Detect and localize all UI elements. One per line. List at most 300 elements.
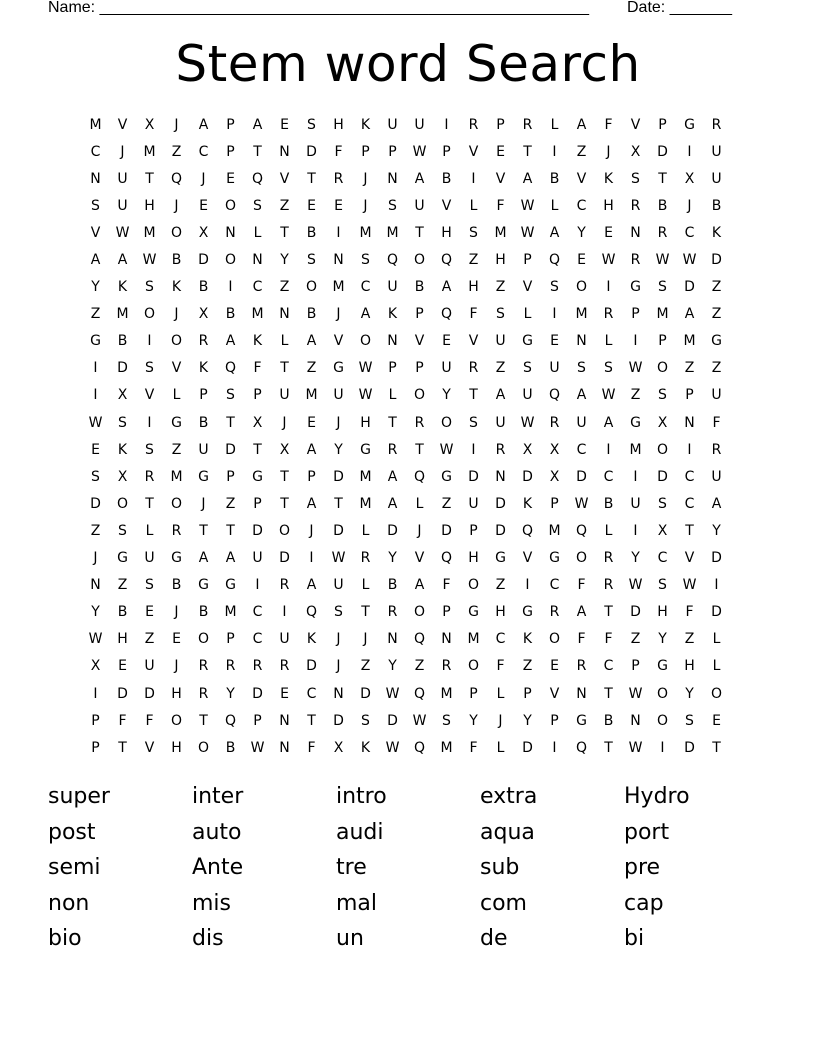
grid-letter: F [118,712,127,729]
grid-letter: E [91,441,100,458]
grid-letter: P [523,252,532,269]
grid-letter: P [442,604,451,621]
word-list-item: mis [192,890,232,916]
grid-letter: I [687,143,692,160]
word-list-item: dis [192,926,224,951]
grid-letter: S [658,387,667,404]
grid-letter: P [523,685,532,702]
grid-letter: J [93,550,98,567]
grid-letter: J [174,116,179,133]
grid-letter: T [334,495,343,512]
grid-letter: H [171,739,182,756]
grid-letter: D [522,468,533,485]
grid-letter: H [117,631,128,648]
grid-letter: M [305,387,318,404]
grid-letter: E [280,685,289,702]
grid-letter: Q [251,170,264,187]
grid-letter: R [225,658,236,675]
grid-letter: C [684,468,695,485]
grid-letter: D [360,685,371,702]
grid-letter: L [496,685,505,702]
grid-letter: R [630,252,641,269]
grid-letter: K [522,495,533,512]
grid-letter: G [711,333,722,350]
grid-letter: H [144,197,155,214]
word-list-item: super [48,784,110,809]
grid-letter: Z [711,306,722,323]
grid-letter: D [495,495,506,512]
grid-letter: C [603,658,614,675]
grid-letter: D [117,360,128,377]
grid-letter: M [251,306,264,323]
grid-letter: K [117,441,128,458]
grid-letter: V [549,685,560,702]
grid-letter: S [658,495,667,512]
grid-letter: W [655,252,670,269]
header-line [48,0,748,20]
grid-letter: U [441,360,452,377]
grid-letter: T [658,170,667,187]
grid-letter: J [282,414,287,431]
grid-letter: U [252,550,263,567]
grid-letter: I [633,522,638,539]
grid-letter: N [630,712,641,729]
grid-letter: I [471,170,476,187]
grid-letter: I [147,414,152,431]
grid-letter: H [468,550,479,567]
grid-letter: L [712,631,721,648]
grid-letter: Z [90,522,101,539]
grid-letter: Z [306,360,317,377]
grid-letter: W [385,685,400,702]
grid-letter: S [118,522,127,539]
grid-letter: B [306,306,317,323]
word-list-item: Ante [192,855,244,880]
grid-letter: J [336,306,341,323]
grid-letter: P [253,387,262,404]
grid-letter: A [198,550,209,567]
grid-letter: V [522,550,533,567]
grid-letter: R [468,360,479,377]
grid-letter: A [603,414,614,431]
grid-letter: O [305,279,318,296]
grid-letter: N [90,577,101,594]
grid-letter: J [336,414,341,431]
grid-letter: O [575,279,588,296]
word-list-item: bio [48,926,82,951]
grid-letter: O [413,604,426,621]
grid-letter: X [144,116,155,133]
grid-letter: R [549,414,560,431]
grid-letter: Q [440,550,453,567]
grid-letter: B [657,197,668,214]
grid-letter: Q [386,252,399,269]
grid-letter: A [414,170,425,187]
grid-letter: D [711,604,722,621]
grid-letter: M [224,604,237,621]
grid-letter: E [118,658,127,675]
grid-letter: Y [469,712,478,729]
grid-letter: S [253,197,262,214]
grid-letter: P [91,712,100,729]
grid-letter: S [145,577,154,594]
grid-letter: Q [440,252,453,269]
grid-letter: Q [224,360,237,377]
grid-letter: W [520,414,535,431]
grid-letter: A [549,224,560,241]
grid-letter: I [336,224,341,241]
grid-letter: O [656,685,669,702]
grid-letter: V [468,143,479,160]
grid-letter: O [116,495,129,512]
grid-letter: R [279,577,290,594]
grid-letter: L [712,658,721,675]
grid-letter: Y [226,685,235,702]
grid-letter: P [415,306,424,323]
grid-letter: R [387,441,398,458]
grid-letter: F [712,414,721,431]
grid-letter: W [412,143,427,160]
grid-letter: T [253,143,262,160]
grid-letter: T [253,441,262,458]
grid-letter: T [226,414,235,431]
grid-letter: M [143,224,156,241]
grid-letter: A [495,387,506,404]
grid-letter: E [712,712,721,729]
grid-letter: J [309,522,314,539]
grid-letter: C [90,143,101,160]
grid-letter: P [442,143,451,160]
grid-letter: Z [522,658,533,675]
grid-letter: W [88,631,103,648]
grid-letter: D [225,441,236,458]
word-list-item: tre [336,855,367,880]
word-list-item: com [480,890,527,916]
word-list-item: audi [336,819,384,845]
grid-letter: W [88,414,103,431]
word-list-item: aqua [480,819,535,845]
grid-letter: T [280,224,289,241]
grid-letter: I [687,441,692,458]
grid-letter: Q [521,522,534,539]
grid-letter: R [576,658,587,675]
grid-letter: S [91,468,100,485]
grid-letter: S [307,116,316,133]
grid-letter: G [171,550,182,567]
grid-letter: W [142,252,157,269]
grid-letter: J [363,197,368,214]
grid-letter: Z [630,387,641,404]
grid-letter: Z [684,360,695,377]
word-list-item: port [624,819,670,845]
grid-letter: X [549,441,560,458]
grid-letter: B [117,604,128,621]
grid-letter: Y [334,441,343,458]
word-list-item: sub [480,855,520,880]
grid-letter: S [469,414,478,431]
grid-letter: K [171,279,182,296]
word-list-item: auto [192,819,242,845]
grid-letter: W [358,360,373,377]
grid-letter: B [414,279,425,296]
grid-letter: T [604,685,613,702]
grid-letter: S [523,360,532,377]
grid-letter: E [199,197,208,214]
grid-letter: J [336,658,341,675]
grid-letter: G [522,604,533,621]
grid-letter: G [468,604,479,621]
grid-letter: X [549,468,560,485]
grid-letter: C [495,631,506,648]
grid-letter: W [682,577,697,594]
grid-letter: Z [684,631,695,648]
grid-letter: I [552,143,557,160]
grid-letter: V [171,360,182,377]
grid-letter: F [685,604,694,621]
grid-letter: C [549,577,560,594]
grid-letter: S [685,712,694,729]
grid-letter: O [197,631,210,648]
grid-letter: H [333,116,344,133]
grid-letter: D [657,143,668,160]
grid-letter: F [145,712,154,729]
grid-letter: F [442,577,451,594]
grid-letter: O [440,414,453,431]
grid-letter: I [606,441,611,458]
grid-letter: S [550,279,559,296]
grid-letter: M [332,279,345,296]
grid-letter: P [469,522,478,539]
grid-letter: T [604,739,613,756]
grid-letter: Q [305,604,318,621]
grid-letter: H [603,197,614,214]
grid-letter: B [441,170,452,187]
grid-letter: Z [171,143,182,160]
grid-letter: U [495,414,506,431]
grid-letter: U [468,495,479,512]
grid-letter: T [307,170,316,187]
grid-letter: A [387,495,398,512]
grid-letter: O [413,387,426,404]
grid-letter: U [117,170,128,187]
grid-letter: Z [279,197,290,214]
grid-letter: E [145,604,154,621]
grid-letter: V [495,170,506,187]
grid-letter: O [170,495,183,512]
grid-letter: Q [224,712,237,729]
grid-letter: J [606,143,611,160]
grid-letter: V [414,550,425,567]
grid-letter: U [144,550,155,567]
grid-letter: Z [414,658,425,675]
grid-letter: O [710,685,723,702]
grid-letter: A [225,550,236,567]
grid-letter: R [171,522,182,539]
grid-letter: P [469,685,478,702]
grid-letter: P [631,658,640,675]
grid-letter: Y [442,387,451,404]
grid-letter: Z [441,495,452,512]
grid-letter: J [174,197,179,214]
grid-letter: N [333,685,344,702]
grid-letter: L [550,197,559,214]
letter-grid [82,111,730,761]
grid-letter: G [495,550,506,567]
grid-letter: M [359,224,372,241]
grid-letter: K [522,631,533,648]
grid-letter: A [198,116,209,133]
grid-letter: P [550,495,559,512]
grid-letter: O [143,306,156,323]
grid-letter: A [576,387,587,404]
grid-letter: P [307,468,316,485]
grid-letter: G [630,279,641,296]
grid-letter: R [360,550,371,567]
grid-letter: T [199,522,208,539]
grid-letter: U [279,631,290,648]
grid-letter: Q [413,631,426,648]
grid-letter: R [279,658,290,675]
grid-letter: O [656,441,669,458]
grid-letter: D [198,252,209,269]
grid-letter: U [333,387,344,404]
grid-letter: I [552,739,557,756]
grid-letter: C [657,550,668,567]
grid-letter: T [145,495,154,512]
grid-letter: P [226,116,235,133]
grid-letter: D [387,522,398,539]
grid-letter: I [228,279,233,296]
grid-letter: M [440,685,453,702]
grid-letter: X [117,387,128,404]
grid-letter: D [657,468,668,485]
grid-letter: K [360,116,371,133]
grid-letter: D [711,252,722,269]
grid-letter: G [630,414,641,431]
grid-letter: S [631,170,640,187]
grid-letter: M [386,224,399,241]
grid-letter: T [280,468,289,485]
grid-letter: P [253,495,262,512]
grid-letter: Y [91,279,100,296]
grid-letter: D [441,522,452,539]
grid-letter: T [280,360,289,377]
grid-letter: T [118,739,127,756]
grid-letter: W [682,252,697,269]
grid-letter: M [656,306,669,323]
grid-letter: U [522,387,533,404]
grid-letter: W [520,197,535,214]
grid-letter: I [93,685,98,702]
grid-letter: G [117,550,128,567]
grid-letter: F [604,116,613,133]
grid-letter: S [604,360,613,377]
grid-letter: U [711,143,722,160]
grid-letter: Z [171,441,182,458]
grid-letter: A [252,116,263,133]
grid-letter: G [684,116,695,133]
grid-letter: R [549,604,560,621]
grid-letter: W [439,441,454,458]
grid-letter: O [170,224,183,241]
grid-letter: N [387,333,398,350]
grid-letter: X [333,739,344,756]
grid-letter: J [174,306,179,323]
grid-letter: U [144,658,155,675]
grid-letter: S [145,360,154,377]
word-list-item: non [48,890,90,916]
grid-letter: L [469,197,478,214]
grid-letter: R [144,468,155,485]
grid-letter: S [307,252,316,269]
grid-letter: O [278,522,291,539]
grid-letter: G [198,577,209,594]
grid-letter: N [630,224,641,241]
grid-letter: F [469,739,478,756]
grid-letter: J [201,495,206,512]
grid-letter: W [628,739,643,756]
grid-letter: D [306,658,317,675]
grid-letter: T [685,522,694,539]
grid-letter: K [387,306,398,323]
grid-letter: A [360,306,371,323]
grid-letter: Z [279,279,290,296]
grid-letter: E [604,224,613,241]
grid-letter: Z [576,143,587,160]
grid-letter: K [711,224,722,241]
grid-letter: R [441,658,452,675]
grid-letter: V [684,550,695,567]
grid-letter: X [198,306,209,323]
grid-letter: I [93,387,98,404]
grid-letter: R [468,116,479,133]
grid-letter: P [415,360,424,377]
grid-letter: R [198,685,209,702]
grid-letter: N [495,468,506,485]
grid-letter: E [307,414,316,431]
grid-letter: N [333,252,344,269]
grid-letter: P [226,631,235,648]
grid-letter: S [334,604,343,621]
grid-letter: Y [388,550,397,567]
grid-letter: E [496,143,505,160]
grid-letter: O [575,550,588,567]
grid-letter: P [496,116,505,133]
grid-letter: W [385,739,400,756]
grid-letter: W [574,495,589,512]
grid-letter: I [660,739,665,756]
grid-letter: B [225,306,236,323]
grid-letter: B [117,333,128,350]
grid-letter: H [657,604,668,621]
grid-letter: R [414,414,425,431]
grid-letter: P [253,712,262,729]
grid-letter: O [467,658,480,675]
grid-letter: B [171,252,182,269]
grid-letter: I [309,550,314,567]
grid-letter: U [279,387,290,404]
grid-letter: A [441,279,452,296]
grid-letter: L [523,306,532,323]
grid-letter: Y [658,631,667,648]
grid-letter: H [495,252,506,269]
grid-letter: N [387,170,398,187]
grid-letter: D [684,279,695,296]
grid-letter: V [279,170,290,187]
grid-letter: C [198,143,209,160]
grid-letter: T [280,495,289,512]
grid-letter: S [361,252,370,269]
